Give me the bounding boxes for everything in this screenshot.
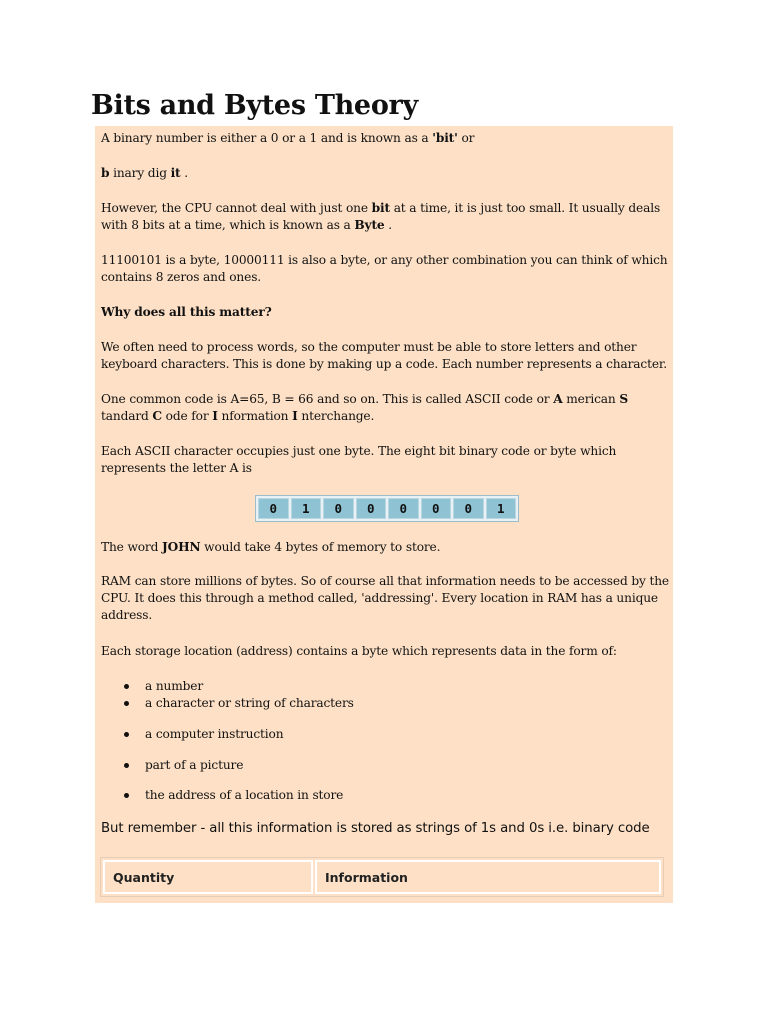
paragraph-storage-location: Each storage location (address) contains a byte which represents data in the form of: (101, 644, 617, 658)
byte-table-letter-a (255, 495, 519, 522)
page-title: Bits and Bytes Theory (91, 90, 418, 121)
table-header-quantity: Quantity (103, 860, 313, 894)
bit-cell: 1 (291, 498, 322, 519)
content-panel: A binary number is either a 0 or a 1 and is known as a 'bit' or b inary dig it . However, the CPU cannot deal with just one bit at a time, it is just too small. It usually deals with 8 bits at a time, which is known as a Byte . 11100101 is a byte, 10000111 is also a byte, or any other combination you can think of which contains 8 zeros and ones. Why does all this matter? We often need to process words, so the computer must be able to store letters and other keyboard characters. This is done by making up a code. Each number represents a character. One common code is A=65, B = 66 and so on. This is called ASCII code or A merican S tandard C ode for I nformation I nterchange. Each ASCII character occupies just one byte. The eight bit binary code or byte which represents the letter A is 0 1 0 0 0 0 0 1 The word JOHN would take 4 bytes of memory to store. RAM can store millions of bytes. So of course all that information needs to be accessed by the CPU. It does this through a method called, 'addressing'. Every location in RAM has a unique address. Each storage location (address) contains a byte which represents data in the form of: a number a character or string of characters a computer instruction part of a picture the address of a location in store But remember - all this information is stored as strings of 1s and 0s i.e. binary code Quantity Information (95, 126, 673, 903)
paragraph-binary-digit: b inary dig it . (101, 166, 188, 180)
bullet-dot-icon (124, 732, 129, 737)
bit-cell: 0 (356, 498, 387, 519)
paragraph-john: The word JOHN would take 4 bytes of memory to store. (101, 540, 441, 554)
bit-cell: 0 (323, 498, 354, 519)
bullet-dot-icon (124, 763, 129, 768)
paragraph-ascii-byte: Each ASCII character occupies just one byte. The eight bit binary code or byte which represents the letter A is (101, 444, 617, 475)
bit-cell: 0 (258, 498, 289, 519)
binary-code-note: But remember - all this information is stored as strings of 1s and 0s i.e. binary code (101, 821, 650, 836)
paragraph-byte-definition: However, the CPU cannot deal with just one bit at a time, it is just too small. It usually deals with 8 bits at a time, which is known as a Byte . (101, 201, 661, 232)
paragraph-byte-examples: 11100101 is a byte, 10000111 is also a byte, or any other combination you can think of which contains 8 zeros and ones. (101, 253, 668, 284)
section-heading: Why does all this matter? (101, 305, 272, 319)
bit-cell: 1 (486, 498, 517, 519)
quantity-information-table (100, 857, 664, 897)
paragraph-bit-definition: A binary number is either a 0 or a 1 and is known as a 'bit' or (101, 131, 475, 145)
table-header-information: Information (315, 860, 661, 894)
bullet-dot-icon (124, 793, 129, 798)
paragraph-ram: RAM can store millions of bytes. So of course all that information needs to be accessed by the CPU. It does this through a method called, 'addressing'. Every location in RAM has a unique address. (101, 574, 669, 622)
paragraph-ascii: One common code is A=65, B = 66 and so on. This is called ASCII code or A merican S tandard C ode for I nformation I nterchange. (101, 392, 628, 423)
bullet-dot-icon (124, 701, 129, 706)
bit-cell: 0 (421, 498, 452, 519)
paragraph-process-words: We often need to process words, so the computer must be able to store letters and other keyboard characters. This is done by making up a code. Each number represents a character. (101, 340, 667, 371)
bit-cell: 0 (453, 498, 484, 519)
bit-cell: 0 (388, 498, 419, 519)
bullet-dot-icon (124, 684, 129, 689)
